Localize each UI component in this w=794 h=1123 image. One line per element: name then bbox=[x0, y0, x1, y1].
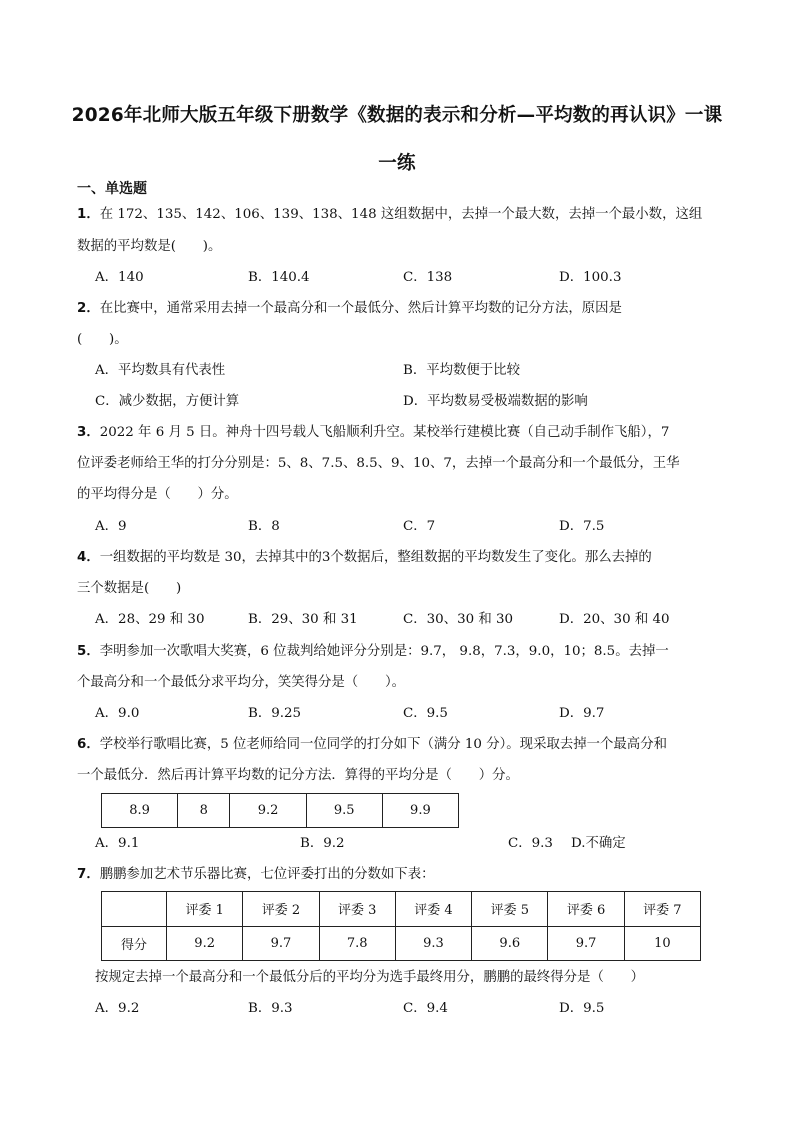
question-3-option-b[interactable]: B．8 bbox=[248, 519, 280, 534]
section-heading: 一、单选题 bbox=[77, 181, 147, 197]
question-4-option-b[interactable]: B．29、30 和 31 bbox=[248, 612, 358, 627]
question-4-text-1: 一组数据的平均数是 30，去掉其中的3个数据后，整组数据的平均数发生了变化。那么去掉的 bbox=[99, 550, 652, 565]
question-7-option-a[interactable]: A．9.2 bbox=[95, 1001, 140, 1016]
table-cell: 9.7 bbox=[548, 926, 624, 961]
question-4-option-a[interactable]: A．28、29 和 30 bbox=[95, 612, 205, 627]
question-3-text-1: 2022 年 6 月 5 日。神舟十四号载人飞船顺利升空。某校举行建模比赛（自己动手制作飞船），7 bbox=[99, 425, 670, 440]
table-cell: 9.7 bbox=[243, 926, 319, 961]
table-header-row bbox=[102, 892, 701, 927]
table-header-cell: 评委 5 bbox=[472, 892, 548, 927]
table-cell: 8.9 bbox=[102, 794, 178, 828]
question-7-line-1 bbox=[77, 865, 434, 885]
question-1-text-1: 在 172、135、142、106、139、138、148 这组数据中，去掉一个最大数，去掉一个最小数，这组 bbox=[99, 207, 703, 222]
table-header-cell: 评委 1 bbox=[167, 892, 243, 927]
question-5-option-c[interactable]: C．9.5 bbox=[403, 706, 448, 721]
table-row bbox=[102, 926, 701, 961]
score-table-q6 bbox=[101, 793, 459, 828]
question-1-number: 1． bbox=[77, 207, 100, 222]
question-2-option-b[interactable]: B．平均数便于比较 bbox=[403, 363, 520, 378]
question-2-text-2: ( )。 bbox=[77, 332, 128, 347]
question-4-line-1 bbox=[77, 548, 652, 568]
judges-score-table bbox=[101, 891, 701, 961]
table-header-cell: 评委 7 bbox=[624, 892, 700, 927]
question-4-option-c[interactable]: C．30、30 和 30 bbox=[403, 612, 514, 627]
question-6-option-a[interactable]: A．9.1 bbox=[95, 836, 140, 851]
question-6-option-c[interactable]: C．9.3 bbox=[508, 836, 553, 851]
question-6-text-2: 一个最低分．然后再计算平均数的记分方法．算得的平均分是（ ）分。 bbox=[77, 768, 519, 783]
question-3-text-3: 的平均得分是（ ）分。 bbox=[77, 487, 238, 502]
question-1-option-d[interactable]: D．100.3 bbox=[559, 270, 622, 285]
table-cell: 9.5 bbox=[306, 794, 382, 828]
question-5-number: 5． bbox=[77, 644, 100, 659]
question-4-text-2: 三个数据是( ) bbox=[77, 581, 182, 596]
question-1-option-b[interactable]: B．140.4 bbox=[248, 270, 310, 285]
table-header-cell: 评委 3 bbox=[319, 892, 395, 927]
question-1-option-c[interactable]: C．138 bbox=[403, 270, 453, 285]
question-6-text-1: 学校举行歌唱比赛，5 位老师给同一位同学的打分如下（满分 10 分）。现采取去掉一个最高分和 bbox=[99, 737, 667, 752]
question-7-text-1: 鹏鹏参加艺术节乐器比赛，七位评委打出的分数如下表： bbox=[99, 867, 435, 882]
table-cell: 7.8 bbox=[319, 926, 395, 961]
question-7-text-2: 按规定去掉一个最高分和一个最低分后的平均分为选手最终用分，鹏鹏的最终得分是（ ） bbox=[95, 970, 645, 985]
question-2-option-c[interactable]: C．减少数据，方便计算 bbox=[95, 394, 240, 409]
table-cell: 9.2 bbox=[230, 794, 306, 828]
table-cell: 9.3 bbox=[395, 926, 471, 961]
question-3-number: 3． bbox=[77, 425, 100, 440]
question-6-line-1 bbox=[77, 735, 667, 755]
table-cell: 9.9 bbox=[382, 794, 458, 828]
question-3-option-d[interactable]: D．7.5 bbox=[559, 519, 605, 534]
page-title bbox=[40, 92, 754, 188]
question-5-option-b[interactable]: B．9.25 bbox=[248, 706, 302, 721]
question-2-option-d[interactable]: D．平均数易受极端数据的影响 bbox=[403, 394, 588, 409]
title-line-1: 2026年北师大版五年级下册数学《数据的表示和分析—平均数的再认识》一课 bbox=[71, 105, 723, 126]
table-cell bbox=[102, 892, 167, 927]
question-1-text-2: 数据的平均数是( )。 bbox=[77, 239, 222, 254]
question-4-number: 4． bbox=[77, 550, 100, 565]
table-cell: 10 bbox=[624, 926, 700, 961]
question-2-text-1: 在比赛中，通常采用去掉一个最高分和一个最低分、然后计算平均数的记分方法，原因是 bbox=[99, 301, 622, 316]
question-7-option-d[interactable]: D．9.5 bbox=[559, 1001, 605, 1016]
question-3-line-1 bbox=[77, 423, 669, 443]
question-5-text-2: 个最高分和一个最低分求平均分，笑笑得分是（ ）。 bbox=[77, 675, 406, 690]
table-header-cell: 评委 4 bbox=[395, 892, 471, 927]
table-header-cell: 评委 6 bbox=[548, 892, 624, 927]
table-header-cell: 评委 2 bbox=[243, 892, 319, 927]
question-1-line-1 bbox=[77, 205, 702, 225]
question-6-number: 6． bbox=[77, 737, 100, 752]
question-3-option-a[interactable]: A．9 bbox=[95, 519, 127, 534]
question-7-number: 7． bbox=[77, 867, 100, 882]
question-5-line-1 bbox=[77, 642, 669, 662]
title-line-2: 一练 bbox=[378, 153, 416, 174]
table-cell: 8 bbox=[178, 794, 230, 828]
question-4-option-d[interactable]: D．20、30 和 40 bbox=[559, 612, 670, 627]
question-5-option-a[interactable]: A．9.0 bbox=[95, 706, 140, 721]
question-1-option-a[interactable]: A．140 bbox=[95, 270, 144, 285]
question-6-option-d[interactable]: D.不确定 bbox=[571, 836, 626, 851]
question-5-text-1: 李明参加一次歌唱大奖赛，6 位裁判给她评分分别是：9.7， 9.8，7.3，9.0，10；8.5。去掉一 bbox=[99, 644, 669, 659]
table-cell: 9.2 bbox=[167, 926, 243, 961]
question-7-option-b[interactable]: B．9.3 bbox=[248, 1001, 293, 1016]
question-7-option-c[interactable]: C．9.4 bbox=[403, 1001, 448, 1016]
question-5-option-d[interactable]: D．9.7 bbox=[559, 706, 605, 721]
question-2-number: 2． bbox=[77, 301, 100, 316]
question-3-text-2: 位评委老师给王华的打分分别是：5、8、7.5、8.5、9、10、7，去掉一个最高分和一个最低分，王华 bbox=[77, 456, 680, 471]
question-2-option-a[interactable]: A．平均数具有代表性 bbox=[95, 363, 226, 378]
question-6-option-b[interactable]: B．9.2 bbox=[300, 836, 345, 851]
question-3-option-c[interactable]: C．7 bbox=[403, 519, 436, 534]
table-cell: 9.6 bbox=[472, 926, 548, 961]
question-2-line-1 bbox=[77, 299, 622, 319]
table-row-label: 得分 bbox=[102, 926, 167, 961]
table-row bbox=[102, 794, 459, 828]
